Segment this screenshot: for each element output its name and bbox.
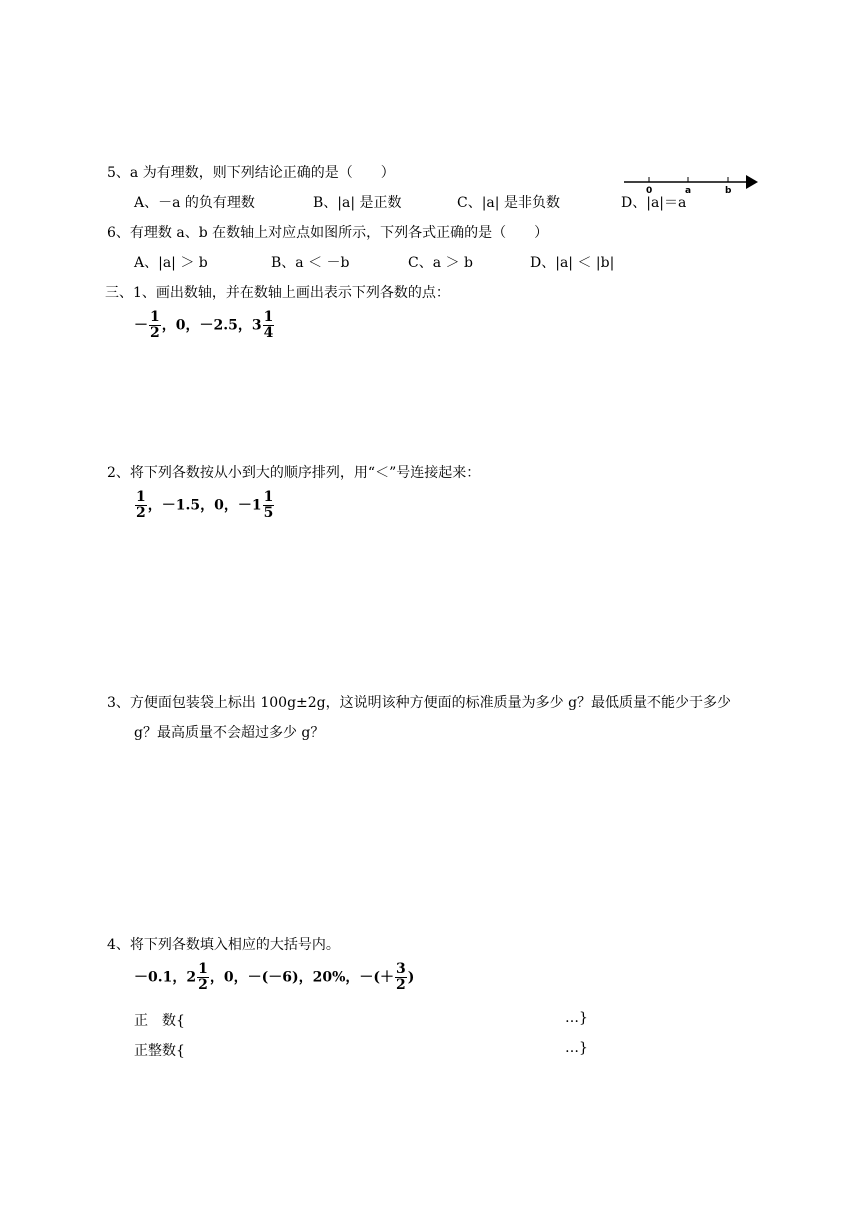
- label-b: b: [725, 186, 732, 196]
- number-line-figure: [622, 170, 762, 200]
- label-a: a: [685, 186, 692, 196]
- label-zero: 0: [646, 186, 653, 196]
- positive-integers-set: [134, 1040, 594, 1060]
- q5-option-b: B、|a| 是正数: [313, 195, 402, 211]
- positive-integers-label: 正整数{: [134, 1043, 185, 1059]
- s3-q1-numbers: － $\frac{1}{2}$ ，0，－2.5，3 $\frac{1}{4}$: [134, 309, 274, 341]
- s3-q2-stem: 2、将下列各数按从小到大的顺序排列，用“＜”号连接起来：: [107, 465, 481, 481]
- fraction-three-halves: $\frac{3}{2}$: [396, 961, 406, 993]
- s3-q1-stem: 三、1、画出数轴，并在数轴上画出表示下列各数的点：: [105, 285, 450, 301]
- q5-option-c: C、|a| 是非负数: [457, 195, 560, 211]
- q6-option-d: D、|a| ＜ |b|: [530, 255, 615, 271]
- number-line-arrow-icon: [746, 175, 758, 189]
- positive-numbers-end: …}: [565, 1010, 588, 1026]
- q6-option-b: B、a ＜ －b: [271, 255, 350, 271]
- fraction-one-half: $\frac{1}{2}$: [136, 489, 146, 521]
- s3-q2-numbers: $\frac{1}{2}$ ，－1.5，0，－1 $\frac{1}{5}$: [136, 489, 274, 521]
- neg-sign: －: [134, 317, 148, 334]
- q5-stem: 5、a 为有理数，则下列结论正确的是（ ）: [107, 165, 395, 181]
- positive-integers-end: …}: [565, 1040, 588, 1056]
- fraction-one-half: $\frac{1}{2}$: [198, 961, 208, 993]
- fraction-one-quarter: $\frac{1}{4}$: [263, 309, 274, 341]
- q6-stem: 6、有理数 a、b 在数轴上对应点如图所示，下列各式正确的是（ ）: [107, 225, 549, 241]
- s3-q4-stem: 4、将下列各数填入相应的大括号内。: [107, 937, 340, 953]
- q5-option-d: D、|a|＝a: [621, 195, 687, 211]
- q6-option-a: A、|a| ＞ b: [134, 255, 208, 271]
- s3-q3-line2: g？最高质量不会超过多少 g？: [134, 725, 325, 741]
- q6-option-c: C、a ＞ b: [408, 255, 473, 271]
- s3-q3-line1: 3、方便面包装袋上标出 100g±2g，这说明该种方便面的标准质量为多少 g？最低质量不能少于多少: [107, 695, 732, 711]
- positive-numbers-label: 正 数{: [134, 1013, 185, 1029]
- positive-numbers-set: [134, 1010, 594, 1030]
- q5-option-a: A、－a 的负有理数: [134, 195, 255, 211]
- s3-q4-numbers: －0.1，2 $\frac{1}{2}$ ，0，－(－6)，20%，－(＋ $\frac{3}{2}$ ): [134, 961, 415, 993]
- fraction-one-half: $\frac{1}{2}$: [150, 309, 160, 341]
- fraction-one-fifth: $\frac{1}{5}$: [263, 489, 274, 521]
